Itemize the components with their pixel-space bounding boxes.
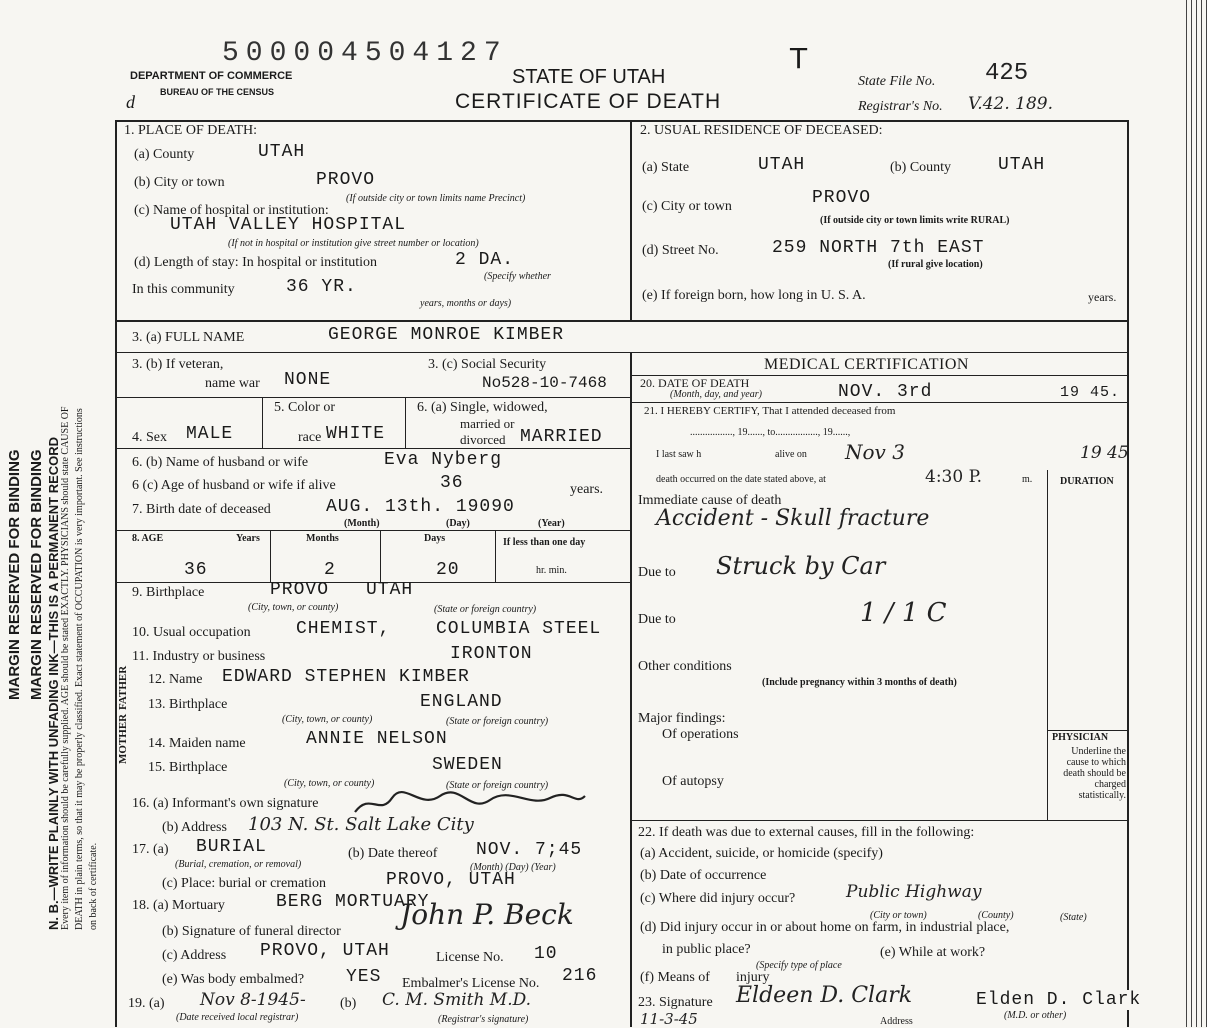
serial-number: 500004504127 [222, 38, 508, 69]
full-name-label: 3. (a) FULL NAME [132, 330, 245, 345]
physician-address-label: Address [880, 1016, 913, 1027]
means-of-injury-value: injury [736, 970, 770, 985]
date-of-death-label: 20. DATE OF DEATH [640, 376, 750, 390]
embalmer-license-value: 216 [562, 966, 598, 986]
received-label: 19. (a) [128, 996, 165, 1011]
row-divider-4 [115, 448, 630, 449]
father-bp-value: ENGLAND [420, 692, 503, 712]
bureau-name: BUREAU OF THE CENSUS [160, 87, 275, 97]
operations-label: Of operations [662, 727, 739, 742]
director-address-value: PROVO, UTAH [260, 941, 390, 961]
informant-address-label: (b) Address [162, 820, 227, 835]
age-years-col: Years [236, 533, 260, 544]
means-of-injury-label: (f) Means of [640, 970, 710, 985]
birth-day-label: (Day) [446, 518, 470, 529]
date-of-death-year: 19 45. [1060, 384, 1121, 401]
sex-value: MALE [186, 424, 234, 444]
father-bp-state-note: (State or foreign country) [446, 716, 549, 727]
hospital-label: (c) Name of hospital or institution: [134, 203, 329, 218]
instructions-line-2: DEATH in plain terms, so that it may be properly classified. Exact statement of OCCUPATION is very important. See instructions [74, 408, 85, 930]
binding-margin-text-1: MARGIN RESERVED FOR BINDING [6, 449, 23, 700]
injury-place-value: Public Highway [846, 882, 982, 902]
res-state-label: (a) State [642, 160, 690, 175]
age-years-value: 36 [184, 560, 208, 580]
certify-text: 21. I HEREBY CERTIFY, That I attended deceased from [644, 405, 896, 417]
received-value: Nov 8-1945- [200, 990, 306, 1010]
age-col-2 [380, 530, 381, 582]
spouse-label: 6. (b) Name of husband or wife [132, 455, 309, 470]
form-left-border [115, 120, 117, 1027]
last-saw-value: Nov 3 [845, 440, 905, 464]
while-at-work-label: (e) While at work? [880, 945, 986, 960]
due-to-2-value: 1 / 1 C [860, 598, 947, 628]
immediate-cause-label: Immediate cause of death [638, 493, 782, 508]
birth-year-label: (Year) [538, 518, 565, 529]
birth-month-label: (Month) [344, 518, 380, 529]
age-label: 8. AGE [132, 533, 164, 544]
hr-min-label: hr. min. [536, 565, 567, 576]
spouse-age-unit: years. [570, 482, 604, 497]
county-label: (a) County [134, 147, 195, 162]
registrar-sig-label: (b) [340, 996, 357, 1011]
last-saw-year: 19 45 [1080, 443, 1129, 463]
mother-name-value: ANNIE NELSON [306, 729, 448, 749]
received-note: (Date received local registrar) [176, 1012, 299, 1023]
birthplace-label: 9. Birthplace [132, 585, 205, 600]
spouse-age-label: 6 (c) Age of husband or wife if alive [132, 478, 336, 493]
binding-margin-text-2: MARGIN RESERVED FOR BINDING [28, 449, 45, 700]
informant-address-value: 103 N. St. Salt Lake City [248, 814, 474, 835]
instructions-line-1: Every item of information should be carefully supplied. AGE should be stated EXACTLY. PHYSICIANS should state CAUSE OF [60, 406, 71, 930]
last-saw-mid-label: alive on [775, 449, 807, 460]
due-to-1-label: Due to [638, 565, 676, 580]
birthplace-city: PROVO [270, 580, 330, 600]
date-of-death-value: NOV. 3rd [838, 382, 933, 402]
due-to-1-value: Struck by Car [716, 552, 886, 580]
race-label: race [298, 430, 322, 445]
permanent-record-notice: N. B.—WRITE PLAINLY WITH UNFADING INK—THIS IS A PERMANENT RECORD [46, 436, 61, 930]
birthplace-state-note: (State or foreign country) [434, 604, 537, 615]
mother-side-label: MOTHER [117, 713, 129, 764]
death-time-value: 4:30 P. [925, 467, 982, 487]
ss-value: No528-10-7468 [482, 374, 607, 392]
stay-value: 2 DA. [455, 250, 515, 270]
burial-date-note: (Month) (Day) (Year) [470, 862, 556, 873]
industry-label: 11. Industry or business [132, 649, 266, 664]
res-street-note: (If rural give location) [888, 259, 983, 270]
father-name-label: 12. Name [148, 672, 203, 687]
row-divider-5 [115, 530, 630, 531]
row-divider-1 [115, 320, 1128, 322]
mother-bp-city-note: (City, town, or county) [284, 778, 375, 789]
physician-box-text: Underline the cause to which death should be charged statistically. [1063, 746, 1126, 801]
city-value: PROVO [316, 170, 376, 190]
row-divider-2 [115, 352, 1128, 353]
paper-edge [1182, 0, 1207, 1027]
full-name-value: GEORGE MONROE KIMBER [328, 325, 565, 345]
injury-county-note: (County) [978, 910, 1014, 921]
registrar-sig-note: (Registrar's signature) [438, 1014, 529, 1025]
center-divider-top [630, 120, 632, 320]
state-file-number: 425 [985, 60, 1029, 87]
res-city-note: (If outside city or town limits write RURAL) [820, 215, 1010, 226]
burial-label: 17. (a) [132, 842, 169, 857]
duration-header: DURATION [1060, 476, 1114, 487]
other-conditions-label: Other conditions [638, 659, 732, 674]
stay-note: (Specify whether [484, 271, 551, 282]
registrar-number: V.42. 189. [968, 94, 1053, 114]
dept-name: DEPARTMENT OF COMMERCE [130, 70, 293, 82]
immediate-cause-value: Accident - Skull fracture [656, 506, 930, 531]
occurrence-date-label: (b) Date of occurrence [640, 868, 767, 883]
color-label: 5. Color or [274, 400, 336, 415]
employer-value: COLUMBIA STEEL [436, 619, 602, 639]
embalmed-label: (e) Was body embalmed? [162, 972, 305, 987]
hospital-value: UTAH VALLEY HOSPITAL [170, 215, 407, 235]
registrar-signature: C. M. Smith M.D. [382, 990, 532, 1010]
spouse-age-value: 36 [440, 473, 464, 493]
res-state-value: UTAH [758, 155, 806, 175]
father-bp-label: 13. Birthplace [148, 697, 228, 712]
burial-place-value: PROVO, UTAH [386, 870, 516, 890]
burial-note: (Burial, cremation, or removal) [175, 859, 302, 870]
marital-label-2: married or [460, 416, 515, 431]
war-value: NONE [284, 370, 332, 390]
attendance-dates: ................., 19......, to................., 19......, [690, 427, 851, 438]
state-file-label: State File No. [858, 74, 936, 89]
community-note: years, months or days) [420, 298, 512, 309]
director-signature: John P. Beck [400, 898, 574, 931]
occupation-value: CHEMIST, [296, 619, 391, 639]
injury-state-note: (State) [1060, 912, 1087, 923]
hospital-note: (If not in hospital or institution give street number or location) [228, 238, 479, 249]
birth-label: 7. Birth date of deceased [132, 502, 271, 517]
burial-value: BURIAL [196, 837, 267, 857]
age-months-value: 2 [324, 560, 336, 580]
external-heading-line [630, 820, 1127, 821]
license-label: License No. [436, 950, 504, 965]
res-city-label: (c) City or town [642, 199, 732, 214]
age-col-3 [495, 530, 496, 582]
res-city-value: PROVO [812, 188, 872, 208]
physician-signature: Eldeen D. Clark [736, 983, 913, 1008]
major-findings-label: Major findings: [638, 711, 726, 726]
informant-label: 16. (a) Informant's own signature [132, 796, 319, 811]
physician-md-note: (M.D. or other) [1004, 1010, 1067, 1021]
birth-value: AUG. 13th. 19090 [326, 497, 515, 517]
duration-col [1047, 470, 1048, 820]
injury-city-note: (City or town) [870, 910, 927, 921]
race-value: WHITE [326, 424, 386, 444]
last-saw-label: I last saw h [656, 449, 702, 460]
res-county-label: (b) County [890, 160, 952, 175]
industry-value: IRONTON [450, 644, 533, 664]
signature-date: 11-3-45 [640, 1010, 698, 1028]
d-mark: d [126, 92, 135, 112]
row-divider-3 [115, 397, 630, 398]
race-col-divider [405, 397, 406, 448]
center-divider-bottom [630, 352, 632, 1027]
stay-label: (d) Length of stay: In hospital or institution [134, 255, 378, 270]
t-mark: T [790, 42, 808, 75]
medical-row-line [630, 402, 1127, 403]
date-of-death-note: (Month, day, and year) [670, 389, 762, 400]
place-of-death-heading: 1. PLACE OF DEATH: [124, 123, 258, 138]
sex-col-divider [262, 397, 263, 448]
state-title: STATE OF UTAH [512, 66, 666, 88]
physician-signature-label: 23. Signature [638, 995, 713, 1010]
marital-value: MARRIED [520, 427, 603, 447]
age-days-col: Days [424, 533, 446, 544]
community-value: 36 YR. [286, 277, 357, 297]
death-time-m: m. [1022, 474, 1033, 485]
city-note: (If outside city or town limits name Precinct) [346, 193, 526, 204]
birthplace-state: UTAH [366, 580, 414, 600]
burial-date-label: (b) Date thereof [348, 846, 438, 861]
due-to-2-label: Due to [638, 612, 676, 627]
marital-label: 6. (a) Single, widowed, [417, 400, 548, 415]
mother-name-label: 14. Maiden name [148, 736, 246, 751]
spouse-value: Eva Nyberg [384, 450, 503, 470]
form-right-border [1127, 120, 1129, 1027]
license-value: 10 [534, 944, 558, 964]
external-heading: 22. If death was due to external causes, fill in the following: [638, 825, 975, 840]
residence-heading: 2. USUAL RESIDENCE OF DECEASED: [640, 123, 883, 138]
age-days-value: 20 [436, 560, 460, 580]
birthplace-city-note: (City, town, or county) [248, 602, 339, 613]
age-months-col: Months [306, 533, 339, 544]
physician-typed-name: Elden D. Clark [976, 990, 1142, 1010]
means-of-injury-note: (Specify type of place [756, 960, 842, 971]
burial-date-value: NOV. 7;45 [476, 840, 583, 860]
certificate-title: CERTIFICATE OF DEATH [455, 90, 722, 113]
community-label: In this community [132, 282, 235, 297]
less-than-day-label: If less than one day [503, 537, 586, 548]
physician-box-title: PHYSICIAN [1052, 732, 1109, 743]
ss-label: 3. (c) Social Security [428, 357, 547, 372]
res-street-label: (d) Street No. [642, 243, 719, 258]
director-signature-label: (b) Signature of funeral director [162, 924, 341, 939]
mother-bp-value: SWEDEN [432, 755, 503, 775]
father-bp-city-note: (City, town, or county) [282, 714, 373, 725]
embalmed-value: YES [346, 967, 382, 987]
age-col-1 [270, 530, 271, 582]
death-time-label: death occurred on the date stated above, at [656, 474, 826, 485]
veteran-label: 3. (b) If veteran, [132, 357, 224, 372]
burial-place-label: (c) Place: burial or cremation [162, 876, 327, 891]
accident-type-label: (a) Accident, suicide, or homicide (specify) [640, 846, 883, 861]
marital-label-3: divorced [460, 432, 506, 447]
father-side-label: FATHER [117, 665, 129, 710]
director-address-label: (c) Address [162, 948, 227, 963]
father-name-value: EDWARD STEPHEN KIMBER [222, 667, 470, 687]
foreign-born-years: years. [1088, 290, 1117, 304]
embalmer-license-label: Embalmer's License No. [402, 976, 540, 991]
form-top-border [115, 120, 1128, 122]
mother-bp-label: 15. Birthplace [148, 760, 228, 775]
injury-location-label-2: in public place? [662, 942, 751, 957]
county-value: UTAH [258, 142, 306, 162]
physician-box-top [1047, 730, 1127, 731]
city-label: (b) City or town [134, 175, 225, 190]
medical-heading: MEDICAL CERTIFICATION [764, 356, 969, 373]
injury-place-label: (c) Where did injury occur? [640, 891, 796, 906]
res-county-value: UTAH [998, 155, 1046, 175]
registrar-number-label: Registrar's No. [858, 99, 943, 114]
mother-bp-state-note: (State or foreign country) [446, 780, 549, 791]
mortuary-value: BERG MORTUARY [276, 892, 430, 912]
war-label: name war [205, 376, 260, 391]
instructions-line-3: on back of certificate. [88, 842, 99, 930]
occupation-label: 10. Usual occupation [132, 625, 251, 640]
foreign-born-label: (e) If foreign born, how long in U. S. A. [642, 288, 866, 303]
other-conditions-note: (Include pregnancy within 3 months of death) [762, 677, 957, 688]
sex-label: 4. Sex [132, 430, 167, 445]
autopsy-label: Of autopsy [662, 774, 724, 789]
injury-location-label: (d) Did injury occur in or about home on farm, in industrial place, [640, 920, 1010, 935]
mortuary-label: 18. (a) Mortuary [132, 898, 225, 913]
res-street-value: 259 NORTH 7th EAST [772, 238, 985, 258]
